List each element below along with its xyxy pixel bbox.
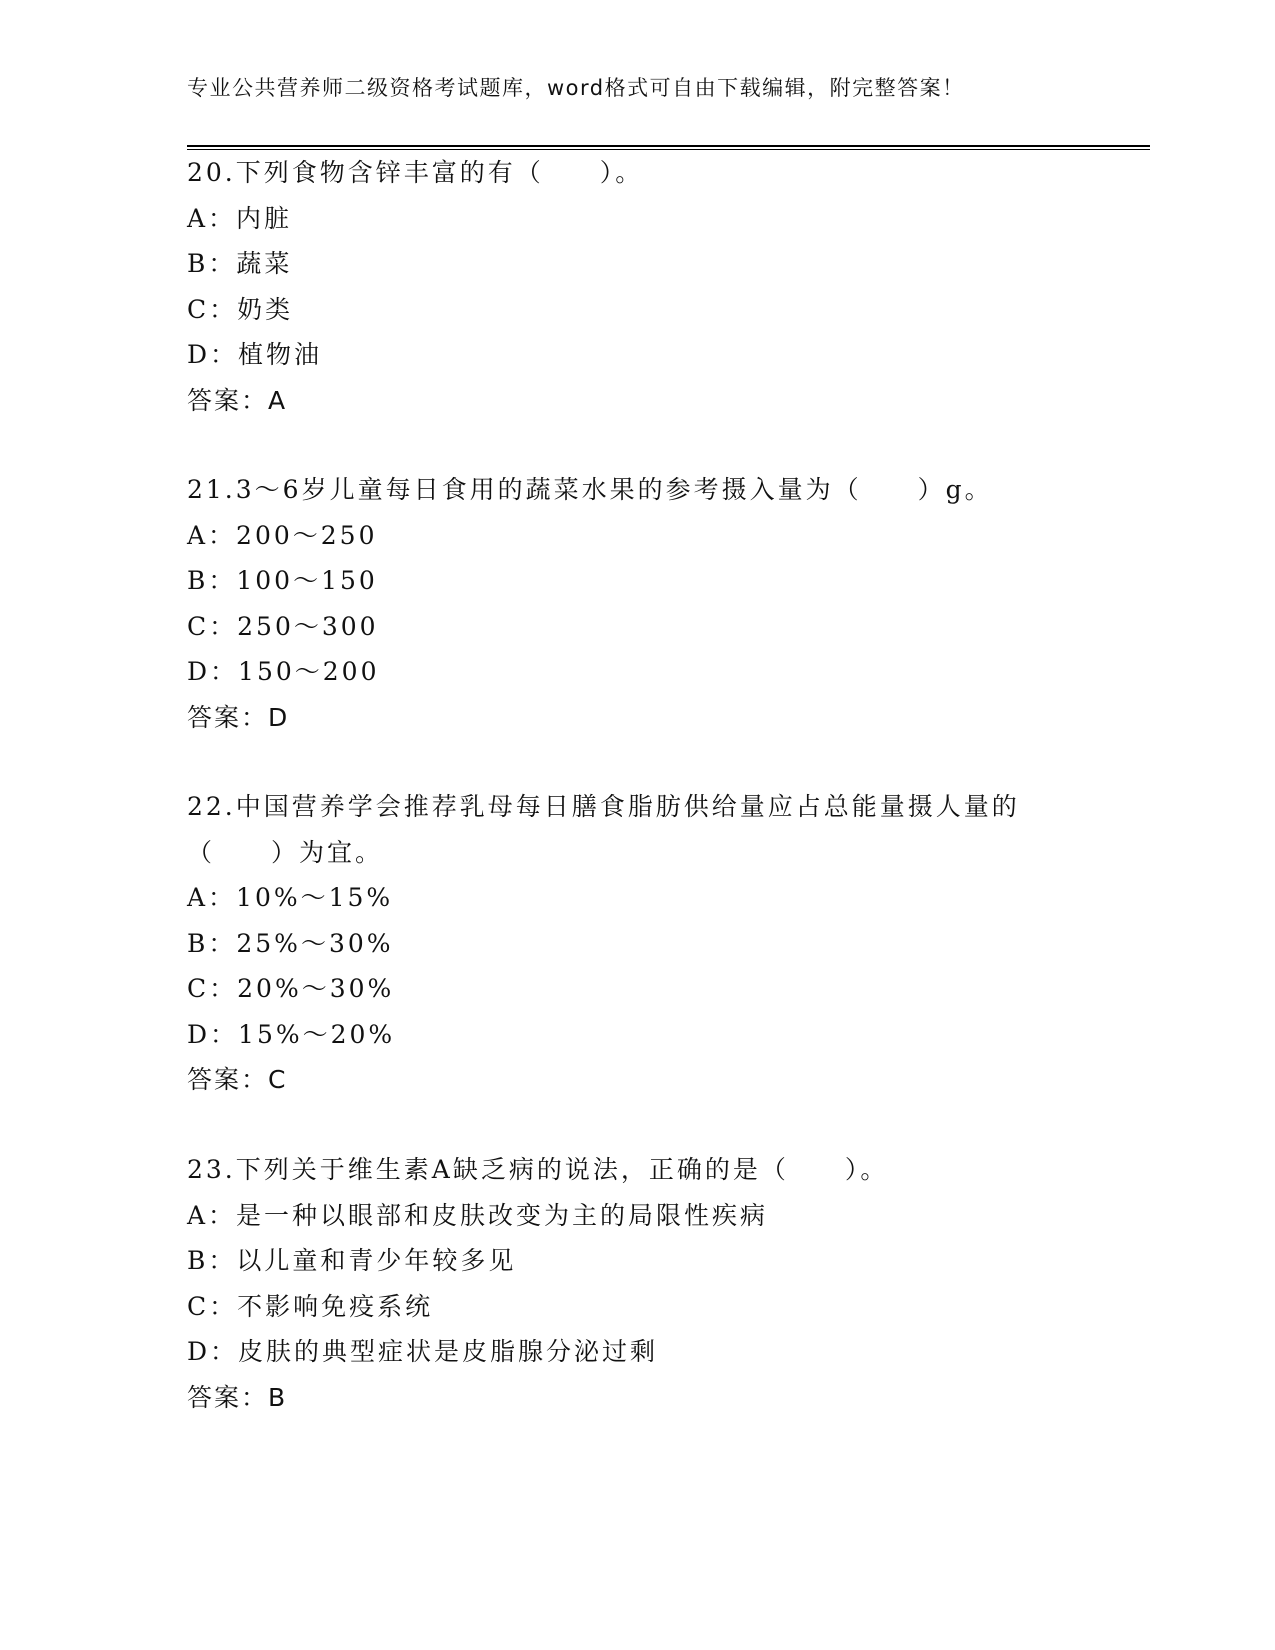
question-21 — [187, 467, 1087, 740]
option-b: B：蔬菜 — [187, 249, 293, 278]
document-header: 专业公共营养师二级资格考试题库，word格式可自由下载编辑，附完整答案！ — [187, 76, 965, 100]
question-20 — [187, 150, 1087, 423]
question-23 — [187, 1147, 1087, 1420]
option-d: D：150～200 — [187, 657, 380, 686]
option-c: C：奶类 — [187, 294, 294, 324]
answer-line: 答案：A — [187, 385, 288, 415]
answer-line: 答案：C — [187, 1065, 288, 1094]
option-d: D：15%～20% — [187, 1019, 396, 1049]
option-b: B：25%～30% — [187, 928, 394, 958]
question-stem: 23.下列关于维生素A缺乏病的说法，正确的是（ ）。 — [187, 1155, 889, 1184]
option-a: A：10%～15% — [187, 883, 394, 912]
option-c: C：20%～30% — [187, 974, 395, 1003]
question-22 — [187, 784, 1087, 1103]
option-b: B：100～150 — [187, 566, 378, 595]
option-a: A：是一种以眼部和皮肤改变为主的局限性疾病 — [187, 1200, 769, 1230]
question-stem: 22.中国营养学会推荐乳母每日膳食脂肪供给量应占总能量摄人量的（ ）为宜。 — [187, 792, 1020, 867]
question-stem: 20.下列食物含锌丰富的有（ ）。 — [187, 158, 644, 187]
option-d: D：皮肤的典型症状是皮脂腺分泌过剩 — [187, 1337, 659, 1366]
option-b: B：以儿童和青少年较多见 — [187, 1246, 517, 1275]
answer-line: 答案：D — [187, 702, 290, 732]
option-a: A：200～250 — [187, 520, 378, 550]
answer-line: 答案：B — [187, 1382, 288, 1412]
option-a: A：内脏 — [187, 203, 293, 233]
question-stem: 21.3～6岁儿童每日食用的蔬菜水果的参考摄入量为（ ）g。 — [187, 475, 993, 504]
option-d: D：植物油 — [187, 340, 323, 369]
option-c: C：不影响免疫系统 — [187, 1291, 434, 1321]
option-c: C：250～300 — [187, 611, 379, 641]
